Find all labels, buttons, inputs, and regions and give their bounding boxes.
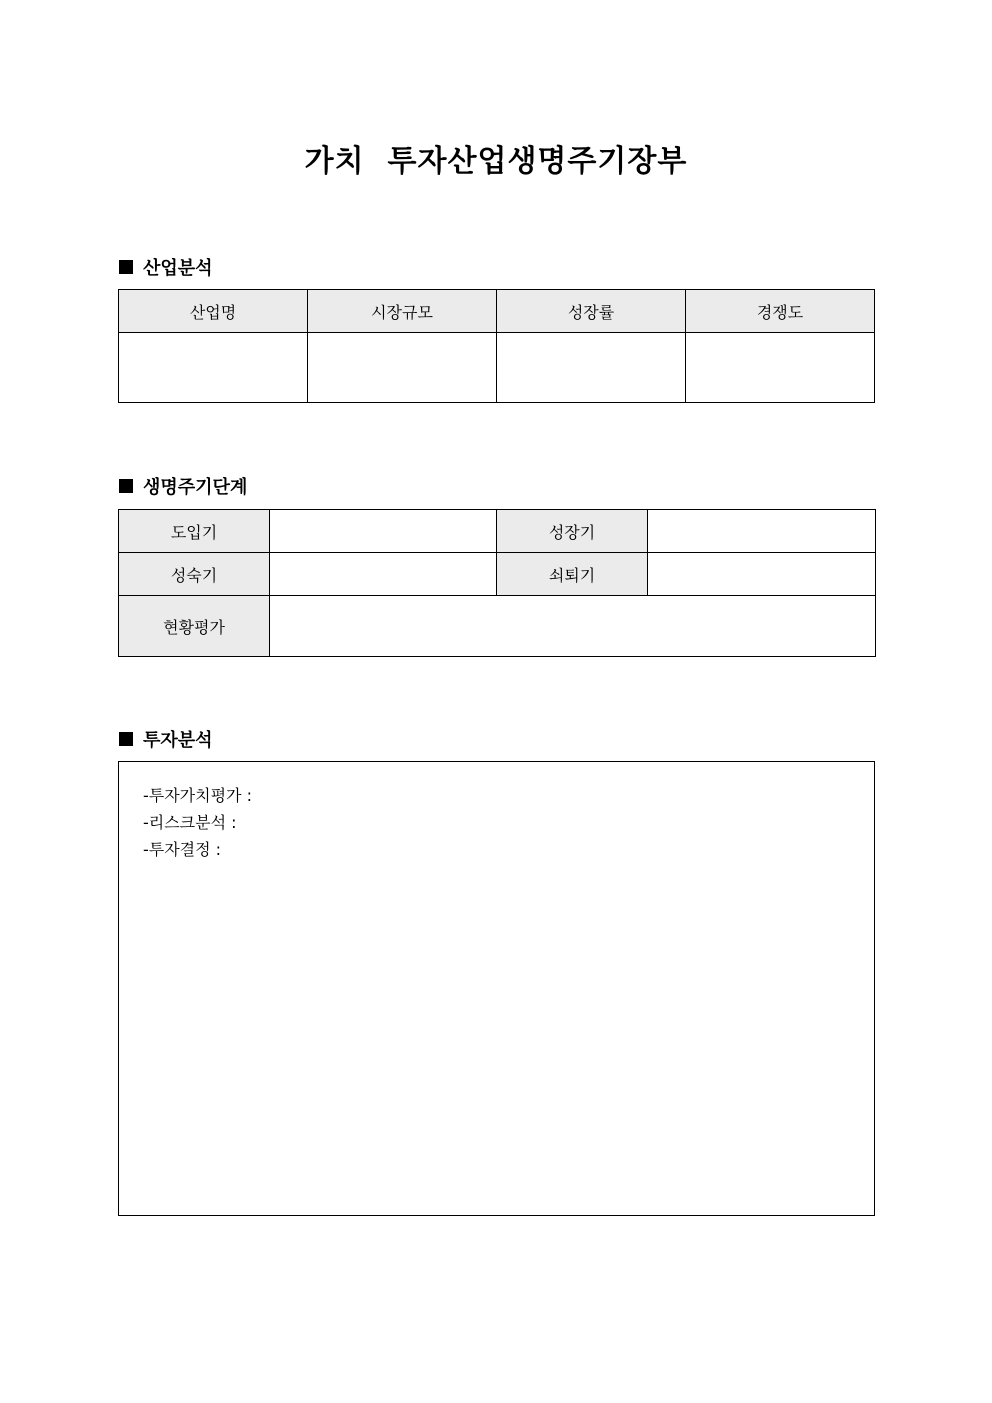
column-header-market-size: 시장규모: [308, 290, 497, 333]
square-bullet-icon: [119, 732, 133, 746]
column-header-competition: 경쟁도: [686, 290, 875, 333]
label-decline: 쇠퇴기: [497, 553, 648, 596]
growth-rate-cell[interactable]: [497, 333, 686, 403]
maturity-value-cell[interactable]: [270, 553, 497, 596]
investment-value-line: -투자가치평가 :: [143, 786, 252, 805]
competition-cell[interactable]: [686, 333, 875, 403]
square-bullet-icon: [119, 260, 133, 274]
label-maturity: 성숙기: [119, 553, 270, 596]
page-title: 가치 투자산업생명주기장부: [304, 144, 688, 179]
investment-decision-line: -투자결정 :: [143, 840, 222, 859]
section-heading-label: 산업분석: [143, 258, 213, 279]
growth-value-cell[interactable]: [648, 510, 876, 553]
status-evaluation-cell[interactable]: [270, 596, 876, 657]
risk-analysis-line: -리스크분석 :: [143, 813, 237, 832]
investment-analysis-box[interactable]: [118, 761, 875, 1216]
section-heading-label: 생명주기단계: [143, 477, 248, 498]
column-header-industry-name: 산업명: [119, 290, 308, 333]
section-heading-label: 투자분석: [143, 730, 213, 751]
section-heading-industry-analysis: [119, 254, 213, 280]
label-status-evaluation: 현황평가: [119, 596, 270, 657]
section-heading-investment-analysis: [119, 726, 213, 752]
industry-name-cell[interactable]: [119, 333, 308, 403]
decline-value-cell[interactable]: [648, 553, 876, 596]
square-bullet-icon: [119, 479, 133, 493]
column-header-growth-rate: 성장률: [497, 290, 686, 333]
label-introduction: 도입기: [119, 510, 270, 553]
lifecycle-stage-table: [118, 509, 876, 657]
market-size-cell[interactable]: [308, 333, 497, 403]
introduction-value-cell[interactable]: [270, 510, 497, 553]
label-growth: 성장기: [497, 510, 648, 553]
section-heading-lifecycle-stage: [119, 473, 247, 499]
industry-analysis-table: [118, 289, 875, 403]
